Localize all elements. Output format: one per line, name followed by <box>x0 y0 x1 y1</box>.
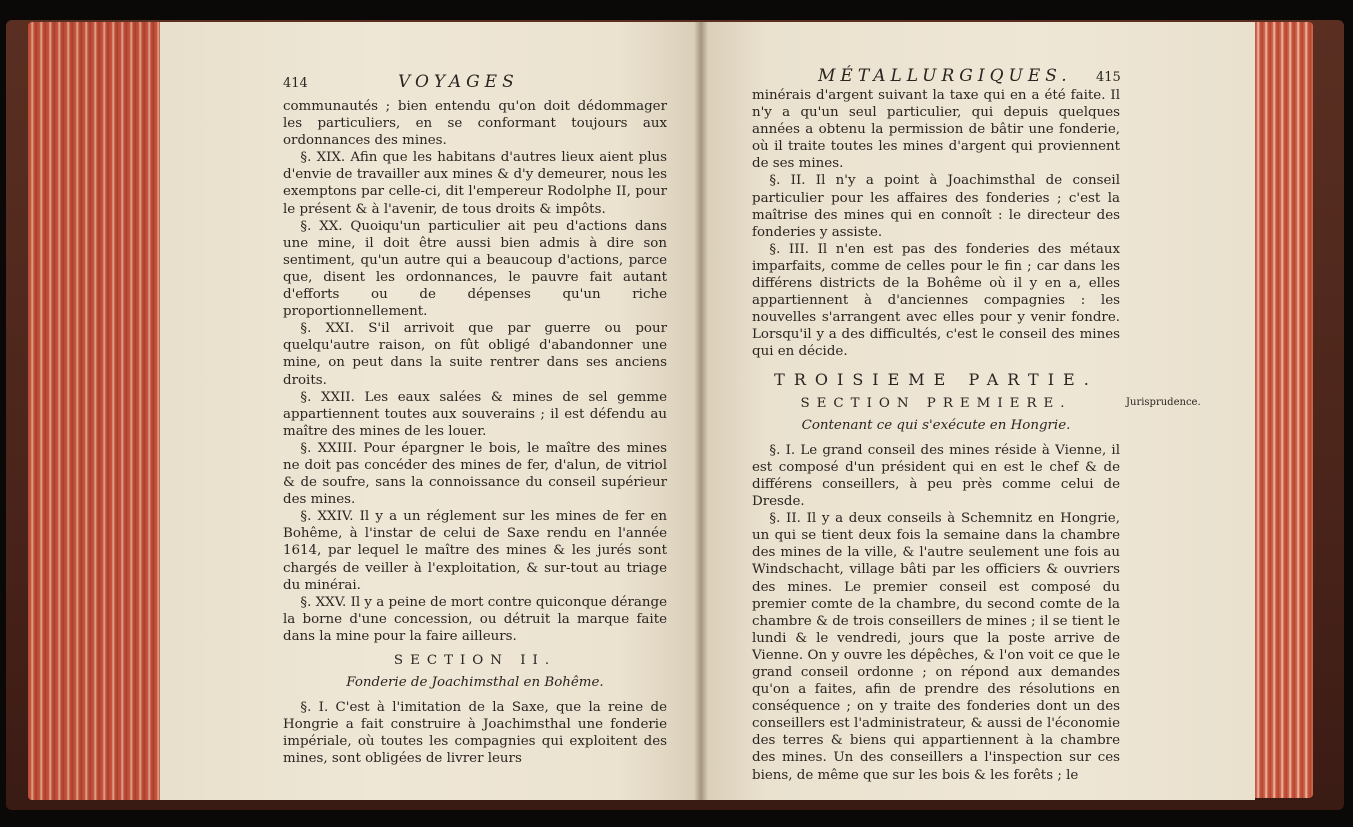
paragraph: communautés ; bien entendu qu'on doit dédommager les particuliers, en se conformant toujours aux ordonnances des mines. <box>283 99 667 149</box>
paragraph: minérais d'argent suivant la taxe qui en a été faite. Il n'y a qu'un seul particulier, qui depuis quelques années a obtenu la permission de bâtir une fonderie, où il traite toutes les mines d'argent qui proviennent de ses mines. <box>752 88 1120 172</box>
section-subtitle: Contenant ce qui s'exécute en Hongrie. <box>801 417 1071 433</box>
right-running-head: MÉTALLURGIQUES. <box>818 66 1072 86</box>
paragraph: §. XXV. Il y a peine de mort contre quiconque dérange la borne d'une concession, ou détruit la marque faite dans la mine pour la faire ailleurs. <box>283 594 667 644</box>
paragraph: §. XXI. S'il arrivoit que par guerre ou pour quelqu'autre raison, on fût obligé d'abandonner une mine, on peut dans la suite rentrer dans ses anciens droits. <box>283 321 667 388</box>
part-heading: TROISIEME PARTIE. <box>774 369 1098 389</box>
paragraph: §. III. Il n'en est pas des fonderies des métaux imparfaits, comme de celles pour le fin ; car dans les différens districts de la Bohême où il y en a, elles appartiennent à d'anciennes compagnies : les nouvelles s'arrangent avec elles pour y venir fondre. Lorsqu'il y a des difficultés, c'est le conseil des mines qui en décide. <box>752 241 1120 360</box>
paragraph: §. I. Le grand conseil des mines réside à Vienne, il est composé d'un président qui en est le chef & de différens conseillers, à peu près comme celui de Dresde. <box>752 442 1120 510</box>
section-subtitle: Fonderie de Joachimsthal en Bohême. <box>346 675 604 691</box>
page-edges-right <box>1255 22 1313 798</box>
left-running-head: VOYAGES <box>398 72 519 92</box>
paragraph: §. XIX. Afin que les habitans d'autres lieux aient plus d'envie de travailler aux mines & d'y demeurer, nous les exemptons par celle-ci, dit l'empereur Rodolphe II, pour le présent & à l'avenir, de tous droits & impôts. <box>283 150 667 217</box>
margin-note: Jurisprudence. <box>1126 397 1201 408</box>
paragraph: §. II. Il n'y a point à Joachimsthal de conseil particulier pour les affaires des fonderies ; c'est la maîtrise des mines qui en connoît : le directeur des fonderies y assiste. <box>752 173 1120 240</box>
section-heading: SECTION II. <box>393 653 557 668</box>
paragraph: §. XX. Quoiqu'un particulier ait peu d'actions dans une mine, il doit être aussi bien admis à dire son sentiment, qu'un autre qui a beaucoup d'actions, parce que, disent les ordonnances, le pauvre fait autant d'efforts ou de dépenses qu'un riche proportionnellement. <box>283 218 667 320</box>
paragraph: §. II. Il y a deux conseils à Schemnitz en Hongrie, un qui se tient deux fois la semaine dans la chambre des mines de la ville, & l'autre seulement une fois au Windschacht, village bâti par les officiers & ouvriers des mines. Le premier conseil est composé du premier comte de la chambre, du second comte de la chambre & de trois conseillers de mines ; il se tient le lundi & le vendredi, jours que la poste arrive de Vienne. On y ouvre les dépêches, & l'on voit ce que le grand conseil ordonne ; on répond aux demandes qu'on a faites, afin de prendre des résolutions en conséquence ; on y traite des fonderies dont un des conseillers est l'administrateur, & aussi de l'économie des terres & biens qui appartiennent à la chambre des mines. Un des conseillers a l'inspection sur ces biens, de même que sur les bois & les forêts ; le <box>752 511 1120 783</box>
book-gutter <box>694 22 708 800</box>
right-folio: 415 <box>1096 70 1121 85</box>
paragraph: §. XXII. Les eaux salées & mines de sel gemme appartiennent toutes aux souverains ; il est défendu au maître des mines de les louer. <box>283 389 667 439</box>
left-page-text <box>283 98 667 768</box>
paragraph: §. I. C'est à l'imitation de la Saxe, que la reine de Hongrie a fait construire à Joachimsthal une fonderie impériale, où toutes les compagnies qui exploitent des mines, sont obligées de livrer leurs <box>283 700 667 767</box>
left-folio: 414 <box>283 76 308 91</box>
right-page-text <box>752 87 1120 784</box>
page-edges-left <box>28 22 160 800</box>
paragraph: §. XXIII. Pour épargner le bois, le maître des mines ne doit pas concéder des mines de fer, d'alun, de vitriol & de soufre, sans la connoissance du conseil supérieur des mines. <box>283 440 667 508</box>
paragraph: §. XXIV. Il y a un réglement sur les mines de fer en Bohême, à l'instar de celui de Saxe rendu en l'année 1614, par lequel le maître des mines & les jurés sont chargés de veiller à l'exploitation, & sur-tout au triage du minérai. <box>283 509 667 593</box>
section-heading: SECTION PREMIERE. <box>800 395 1072 411</box>
